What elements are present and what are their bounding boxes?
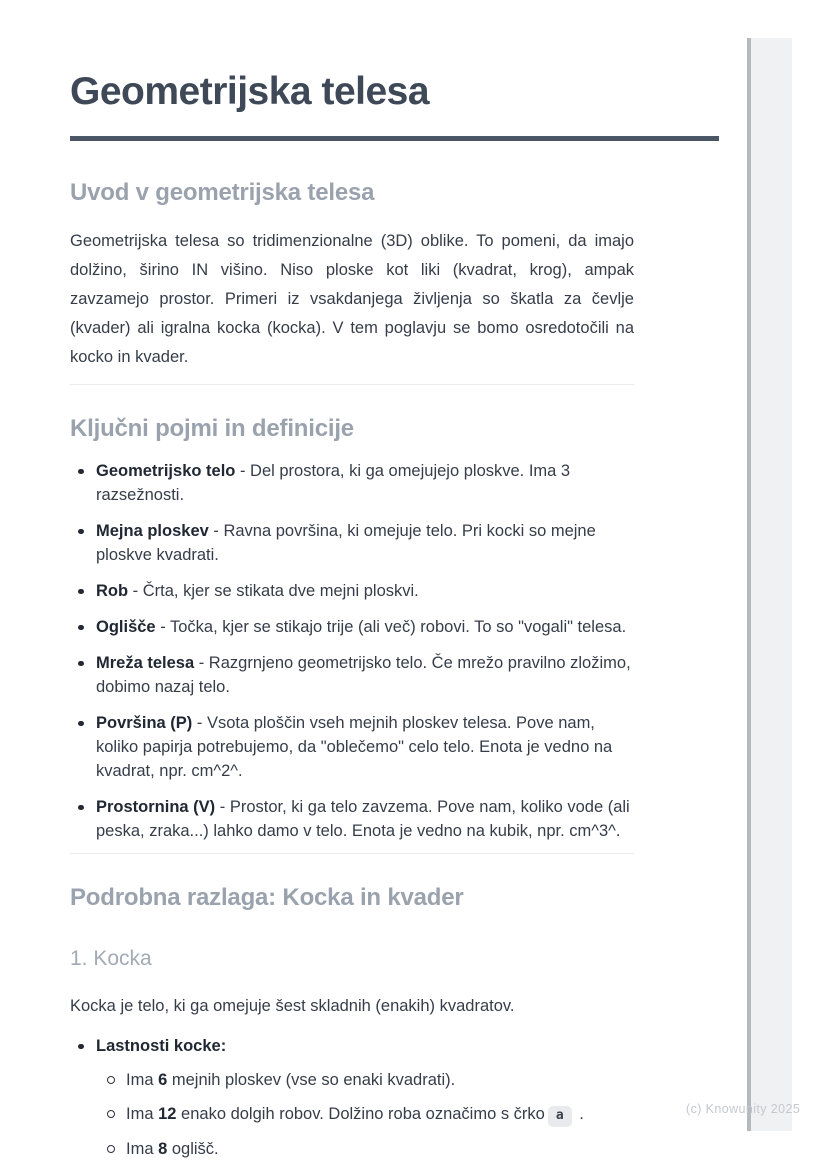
definition-item: Oglišče - Točka, kjer se stikajo trije (ali več) robovi. To so "vogali" telesa. xyxy=(70,615,634,639)
property-number: 8 xyxy=(158,1140,168,1158)
copyright-watermark: (c) Knowunity 2025 xyxy=(686,1102,801,1116)
inline-code-chip: a xyxy=(548,1106,572,1127)
title-rule xyxy=(70,136,719,141)
section-heading-intro: Uvod v geometrijska telesa xyxy=(70,179,375,206)
section-heading-detail: Podrobna razlaga: Kocka in kvader xyxy=(70,884,464,911)
page-title: Geometrijska telesa xyxy=(70,70,430,113)
definition-item: Mreža telesa - Razgrnjeno geometrijsko telo. Če mrežo pravilno zložimo, dobimo nazaj telo. xyxy=(70,651,634,699)
property-number: 6 xyxy=(158,1071,168,1089)
kocka-properties xyxy=(70,1034,634,1161)
property-item: Ima 6 mejnih ploskev (vse so enaki kvadrati). xyxy=(98,1068,634,1092)
definition-term: Mreža telesa xyxy=(96,654,195,672)
definition-term: Oglišče xyxy=(96,618,156,636)
definition-item: Prostornina (V) - Prostor, ki ga telo zavzema. Pove nam, koliko vode (ali peska, zraka...) lahko damo v telo. Enota je vedno na kubik, npr. cm^3^. xyxy=(70,795,634,843)
section-divider xyxy=(70,384,634,385)
definition-term: Geometrijsko telo xyxy=(96,462,236,480)
section-divider xyxy=(70,853,634,854)
intro-paragraph: Geometrijska telesa so tridimenzionalne (3D) oblike. To pomeni, da imajo dolžino, širino IN višino. Niso ploske kot liki (kvadrat, krog), ampak zavzamejo prostor. Primeri iz vsakdanjega življenja so škatla za čevlje (kvader) ali igralna kocka (kocka). V tem poglavju se bomo osredotočili na kocko in kvader. xyxy=(70,232,634,366)
definition-term: Mejna ploskev xyxy=(96,522,209,540)
definition-item: Površina (P) - Vsota ploščin vseh mejnih ploskev telesa. Pove nam, koliko papirja potrebujemo, da "oblečemo" celo telo. Enota je vedno na kvadrat, npr. cm^2^. xyxy=(70,711,634,783)
property-number: 12 xyxy=(158,1105,177,1123)
section-heading-definitions: Ključni pojmi in definicije xyxy=(70,415,354,442)
next-page-edge xyxy=(747,38,792,1131)
list-item-title: Lastnosti kocke: xyxy=(96,1037,227,1055)
definition-term: Rob xyxy=(96,582,129,600)
definitions-list xyxy=(70,459,634,843)
definition-item: Mejna ploskev - Ravna površina, ki omejuje telo. Pri kocki so mejne ploskve kvadrati. xyxy=(70,519,634,567)
definition-item: Geometrijsko telo - Del prostora, ki ga omejujejo ploskve. Ima 3 razsežnosti. xyxy=(70,459,634,507)
property-item: Ima 12 enako dolgih robov. Dolžino roba označimo s črko a . xyxy=(98,1102,634,1127)
document-page xyxy=(70,0,719,1171)
property-item: Ima 8 oglišč. xyxy=(98,1137,634,1161)
definition-term: Prostornina (V) xyxy=(96,798,216,816)
kocka-paragraph: Kocka je telo, ki ga omejuje šest skladnih (enakih) kvadratov. xyxy=(70,997,515,1015)
definition-item: Rob - Črta, kjer se stikata dve mejni ploskvi. xyxy=(70,579,634,603)
kocka-properties-sublist xyxy=(98,1068,634,1161)
list-item xyxy=(70,1034,634,1161)
sub-heading-kocka: 1. Kocka xyxy=(70,947,152,970)
definition-term: Površina (P) xyxy=(96,714,193,732)
